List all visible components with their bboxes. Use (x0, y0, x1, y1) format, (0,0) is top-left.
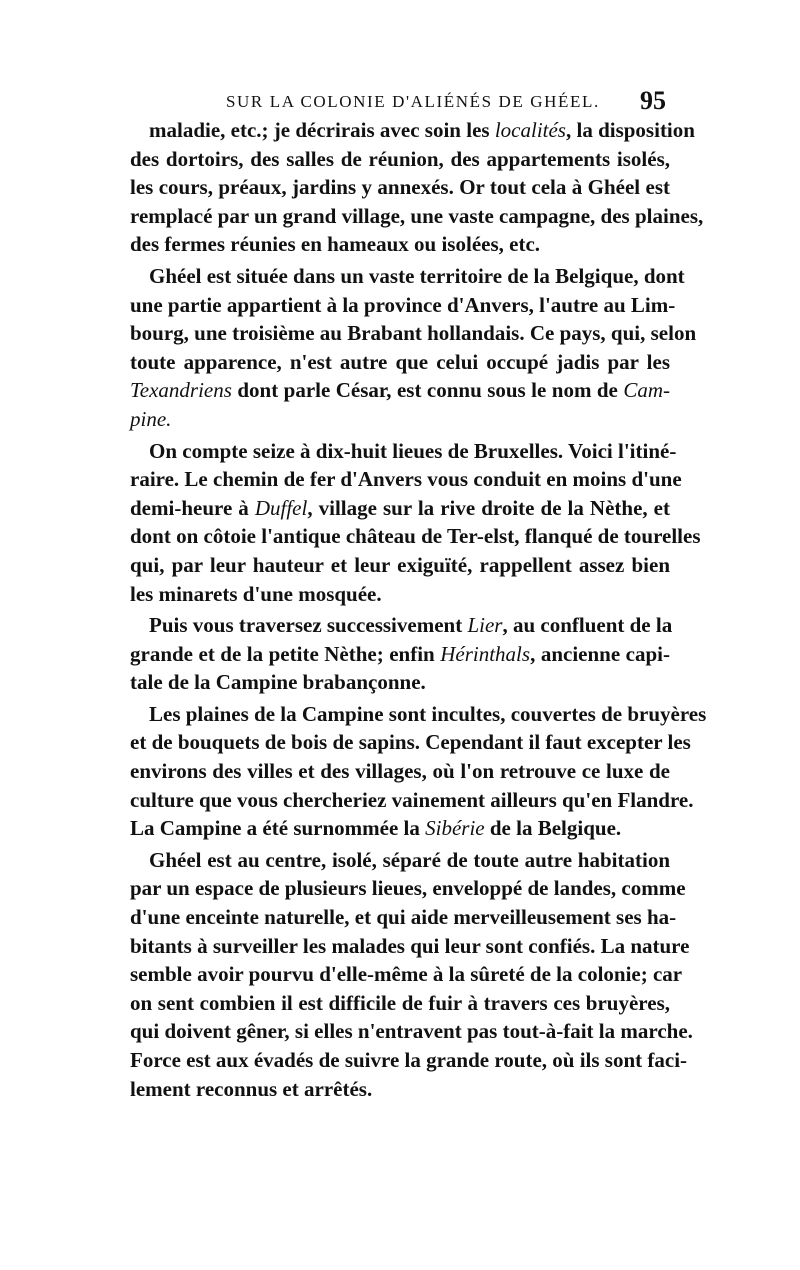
text-line: remplacé par un grand village, une vaste campagne, des plaines, (130, 203, 704, 228)
text-line: On compte seize à dix-huit lieues de Bruxelles. Voici l'itiné- (149, 438, 677, 463)
paragraph (130, 262, 697, 434)
italic-term: Hérinthals (440, 641, 531, 666)
text-line: et de bouquets de bois de sapins. Cependant il faut excepter les (130, 730, 691, 755)
text-line: tale de la Campine brabançonne. (130, 670, 426, 695)
text-line: semble avoir pourvu d'elle-même à la sûreté de la colonie; car (130, 962, 683, 987)
italic-term: Duffel (254, 495, 308, 520)
text-line: les cours, préaux, jardins y annexés. Or tout cela à Ghéel est (130, 175, 670, 200)
text-line: des fermes réunies en hameaux ou isolées, etc. (130, 232, 541, 257)
text-line: maladie, etc.; je décrirais avec soin les localités, la disposition (149, 118, 695, 142)
italic-term: pine. (130, 406, 172, 431)
text-line: une partie appartient à la province d'Anvers, l'autre au Lim- (130, 292, 676, 317)
text-line: demi-heure à Duffel, village sur la rive droite de la Nèthe, et (130, 495, 671, 520)
italic-term: Cam- (623, 378, 670, 403)
text-line: qui, par leur hauteur et leur exiguïté, rappellent assez bien (130, 552, 670, 577)
text-line (130, 405, 670, 434)
text-line: d'une enceinte naturelle, et qui aide merveilleusement ses ha- (130, 905, 677, 930)
text-line: Les plaines de la Campine sont incultes, couvertes de bruyères (149, 701, 707, 726)
text-line: raire. Le chemin de fer d'Anvers vous conduit en moins d'une (130, 467, 682, 492)
text-line: grande et de la petite Nèthe; enfin Hérinthals, ancienne capi- (130, 641, 670, 666)
text-line: des dortoirs, des salles de réunion, des appartements isolés, (130, 146, 670, 171)
italic-term: Sibérie (425, 816, 485, 841)
text-line: on sent combien il est difficile de fuir à travers ces bruyères, (130, 990, 670, 1015)
paragraph (130, 846, 693, 1103)
page-number: 95 (640, 86, 666, 115)
italic-term: localités (494, 118, 566, 142)
text-line: Force est aux évadés de suivre la grande route, où ils sont faci- (130, 1048, 688, 1072)
italic-term: Lier (467, 613, 503, 638)
text-line: les minarets d'une mosquée. (130, 581, 382, 606)
text-line: Ghéel est située dans un vaste territoire de la Belgique, dont (149, 263, 685, 288)
text-line: environs des villes et des villages, où l'on retrouve ce luxe de (130, 759, 670, 784)
text-line: Texandriens dont parle César, est connu sous le nom de Cam- (130, 378, 670, 403)
text-line: toute apparence, n'est autre que celui occupé jadis par les (130, 349, 670, 374)
paragraph (130, 116, 704, 259)
paragraph (130, 611, 673, 697)
paragraph (130, 437, 701, 609)
text-line: dont on côtoie l'antique château de Ter-elst, flanqué de tourelles (130, 524, 701, 549)
text-line: culture que vous chercheriez vainement ailleurs qu'en Flandre. (130, 787, 694, 812)
running-head: SUR LA COLONIE D'ALIÉNÉS DE GHÉEL. (226, 92, 600, 111)
text-line: La Campine a été surnommée la Sibérie de la Belgique. (130, 816, 622, 841)
text-line: Puis vous traversez successivement Lier, au confluent de la (149, 613, 673, 638)
italic-term: Texandriens (130, 378, 232, 403)
text-line: bitants à surveiller les malades qui leur sont confiés. La nature (130, 933, 690, 958)
text-line: bourg, une troisième au Brabant hollandais. Ce pays, qui, selon (130, 321, 697, 346)
text-line: qui doivent gêner, si elles n'entravent pas tout-à-fait la marche. (130, 1019, 693, 1044)
body-text (130, 116, 707, 1103)
paragraph (130, 700, 707, 843)
text-line: Ghéel est au centre, isolé, séparé de toute autre habitation (149, 847, 670, 872)
text-line: par un espace de plusieurs lieues, enveloppé de landes, comme (130, 876, 686, 901)
text-line: lement reconnus et arrêtés. (130, 1076, 373, 1101)
